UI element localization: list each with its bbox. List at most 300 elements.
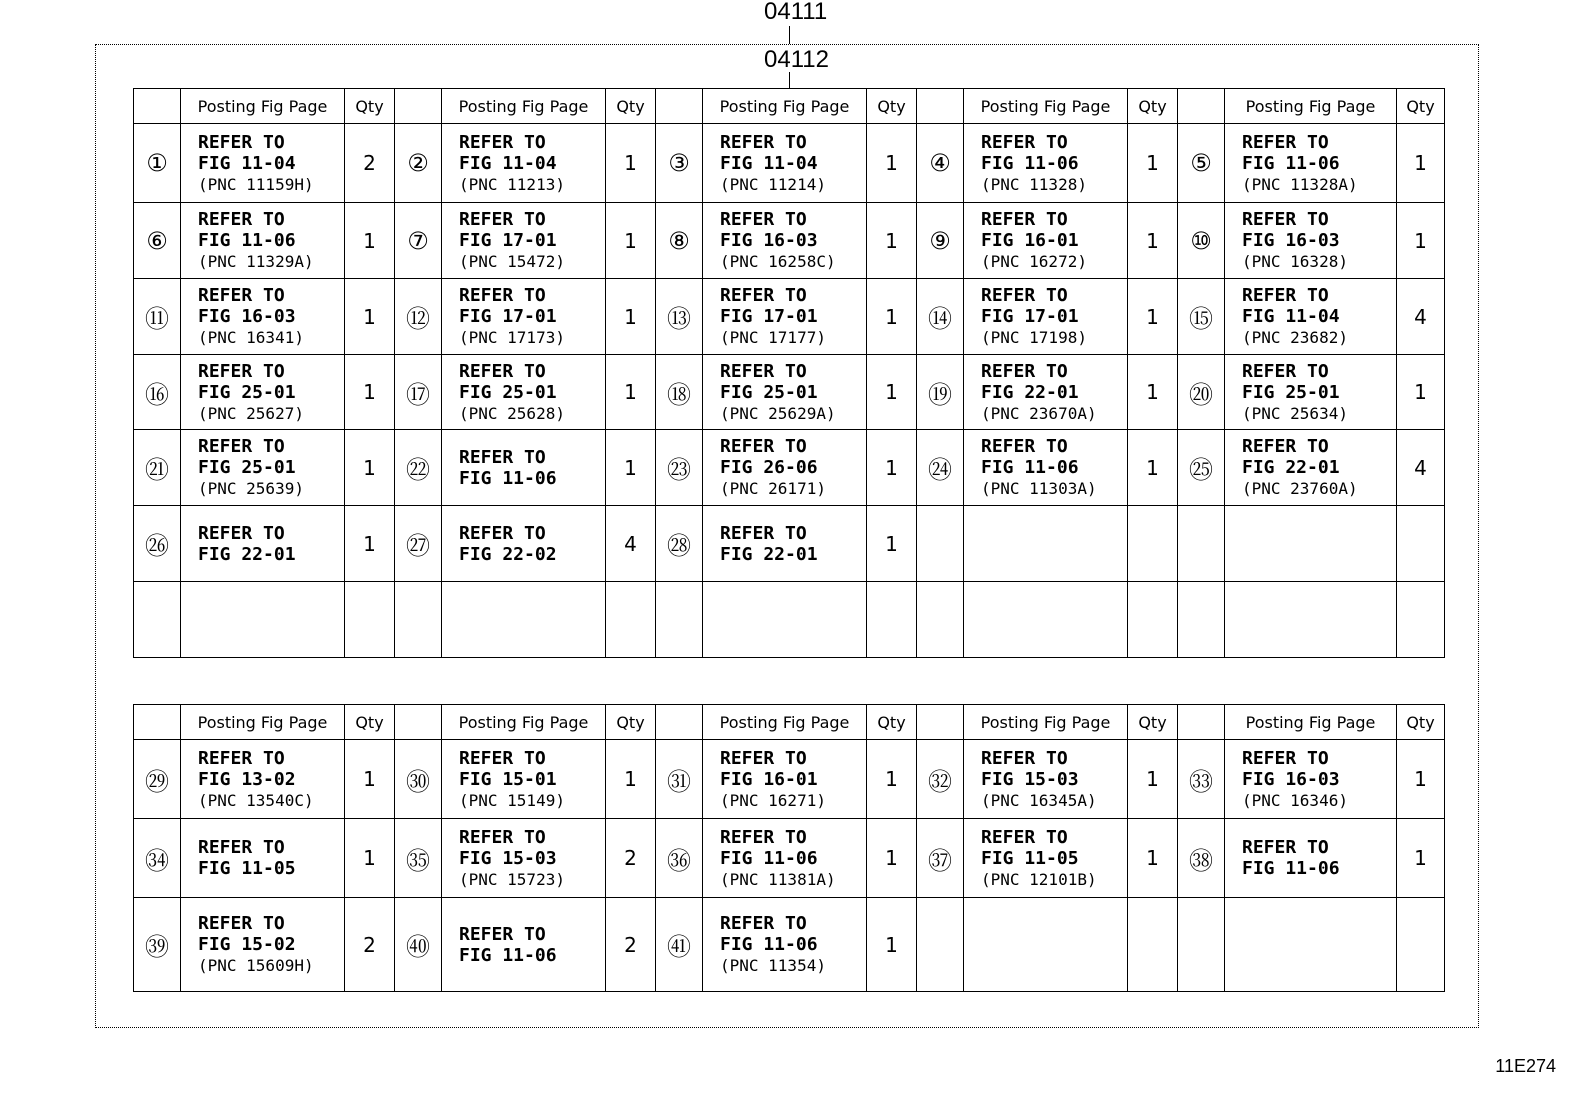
quantity: 4 [1397,279,1445,355]
posting-reference [964,506,1128,582]
item-number: ⑮ [1178,279,1225,355]
assembly-code: 04111 [764,0,828,25]
quantity [1397,582,1445,658]
refer-to-text: REFER TO [720,522,807,544]
refer-to-text: REFER TO [981,209,1068,230]
posting-reference [964,582,1128,658]
refer-to-text: REFER TO [1242,747,1329,769]
fig-reference: FIG 11-06 [720,847,818,869]
fig-reference: FIG 11-06 [981,152,1079,174]
quantity: 1 [1397,740,1445,819]
posting-reference [964,430,1128,506]
table-row [134,582,1445,658]
quantity: 1 [1397,203,1445,279]
item-number: ⑤ [1178,124,1225,203]
quantity: 1 [345,740,395,819]
header-no-cell [395,89,442,124]
posting-reference [964,898,1128,992]
header-qty: Qty [1397,89,1445,124]
posting-reference [703,582,867,658]
reference-table-2 [133,704,1445,992]
header-row [134,705,1445,740]
header-posting-fig-page: Posting Fig Page [964,705,1128,740]
item-number: ⑬ [656,279,703,355]
quantity [867,582,917,658]
pnc-reference: (PNC 25629A) [720,403,836,423]
posting-reference [703,279,867,355]
fig-reference: FIG 15-03 [981,768,1079,790]
header-posting-fig-page: Posting Fig Page [181,705,345,740]
item-number [656,582,703,658]
item-number: ㊴ [134,898,181,992]
refer-to-text: REFER TO [1242,131,1329,153]
table-row [134,124,1445,203]
refer-to-text: REFER TO [198,360,285,382]
refer-to-text: REFER TO [459,360,546,382]
fig-reference: FIG 25-01 [720,381,818,403]
refer-to-text: REFER TO [1242,837,1329,858]
header-posting-fig-page: Posting Fig Page [181,89,345,124]
pnc-reference: (PNC 16346) [1242,790,1348,810]
posting-reference [181,279,345,355]
fig-reference: FIG 11-06 [459,467,557,489]
quantity [1397,898,1445,992]
item-number: ㉓ [656,430,703,506]
posting-reference [181,582,345,658]
item-number: ⑪ [134,279,181,355]
quantity: 1 [1397,819,1445,898]
quantity: 1 [345,819,395,898]
posting-reference [703,819,867,898]
header-no-cell [656,705,703,740]
posting-reference [181,124,345,203]
posting-reference [442,355,606,430]
header-no-cell [917,89,964,124]
fig-reference: FIG 22-02 [459,543,557,565]
quantity: 1 [867,740,917,819]
refer-to-text: REFER TO [459,747,546,769]
fig-reference: FIG 22-01 [981,381,1079,403]
quantity: 1 [606,124,656,203]
pnc-reference: (PNC 11303A) [981,479,1097,498]
table-row [134,506,1445,582]
header-posting-fig-page: Posting Fig Page [1225,89,1397,124]
fig-reference: FIG 11-06 [198,230,296,251]
item-number: ③ [656,124,703,203]
fig-reference: FIG 11-06 [1242,152,1340,174]
refer-to-text: REFER TO [720,826,807,848]
item-number: ㉘ [656,506,703,582]
item-number: ㉑ [134,430,181,506]
item-number [1178,898,1225,992]
item-number: ⑫ [395,279,442,355]
pnc-reference: (PNC 15149) [459,790,565,810]
fig-reference: FIG 17-01 [459,306,557,327]
quantity [606,582,656,658]
quantity [1128,506,1178,582]
fig-reference: FIG 26-06 [720,457,818,478]
quantity: 1 [867,819,917,898]
fig-reference: FIG 25-01 [198,381,296,403]
fig-reference: FIG 15-03 [459,847,557,869]
refer-to-text: REFER TO [981,826,1068,848]
posting-reference [964,355,1128,430]
pnc-reference: (PNC 11381A) [720,869,836,889]
refer-to-text: REFER TO [198,837,285,858]
fig-reference: FIG 16-01 [720,768,818,790]
fig-reference: FIG 25-01 [1242,381,1340,403]
header-no-cell [134,705,181,740]
reference-table-1 [133,88,1445,658]
refer-to-text: REFER TO [198,209,285,230]
fig-reference: FIG 16-01 [981,230,1079,251]
refer-to-text: REFER TO [459,209,546,230]
item-number: ⑲ [917,355,964,430]
quantity: 1 [867,898,917,992]
refer-to-text: REFER TO [720,360,807,382]
pnc-reference: (PNC 15723) [459,869,565,889]
posting-reference [703,506,867,582]
pnc-reference: (PNC 16341) [198,328,304,347]
item-number: ⑯ [134,355,181,430]
posting-reference [703,203,867,279]
quantity: 2 [606,819,656,898]
posting-reference [442,279,606,355]
posting-reference [1225,819,1397,898]
quantity: 1 [606,279,656,355]
refer-to-text: REFER TO [198,436,285,457]
posting-reference [442,819,606,898]
posting-reference [1225,430,1397,506]
item-number [395,582,442,658]
header-posting-fig-page: Posting Fig Page [703,705,867,740]
refer-to-text: REFER TO [459,446,546,468]
fig-reference: FIG 11-06 [1242,858,1340,879]
fig-reference: FIG 11-05 [198,858,296,879]
assembly-leader-line [789,26,790,44]
posting-reference [964,124,1128,203]
posting-reference [703,740,867,819]
posting-reference [181,898,345,992]
item-number: ㊵ [395,898,442,992]
pnc-reference: (PNC 25627) [198,403,304,423]
posting-reference [1225,124,1397,203]
item-number: ㊱ [656,819,703,898]
quantity: 1 [867,430,917,506]
quantity: 1 [867,203,917,279]
header-qty: Qty [867,705,917,740]
quantity: 1 [1128,430,1178,506]
posting-reference [703,898,867,992]
quantity: 1 [345,355,395,430]
quantity [1128,582,1178,658]
refer-to-text: REFER TO [981,285,1068,306]
fig-reference: FIG 22-01 [198,543,296,565]
item-number: ⑳ [1178,355,1225,430]
posting-reference [703,355,867,430]
refer-to-text: REFER TO [459,923,546,945]
table-row [134,279,1445,355]
posting-reference [181,355,345,430]
quantity: 1 [345,203,395,279]
posting-reference [181,506,345,582]
header-row [134,89,1445,124]
table-row [134,740,1445,819]
item-number: ㉞ [134,819,181,898]
pnc-reference: (PNC 17177) [720,328,826,347]
header-no-cell [917,705,964,740]
item-number [917,898,964,992]
posting-reference [1225,355,1397,430]
pnc-reference: (PNC 23670A) [981,403,1097,423]
quantity: 1 [345,430,395,506]
quantity [1397,506,1445,582]
item-number: ② [395,124,442,203]
item-number: ㉚ [395,740,442,819]
item-number [1178,506,1225,582]
quantity: 2 [345,124,395,203]
pnc-reference: (PNC 12101B) [981,869,1097,889]
item-number: ⑱ [656,355,703,430]
pnc-reference: (PNC 25634) [1242,403,1348,423]
refer-to-text: REFER TO [720,285,807,306]
fig-reference: FIG 11-06 [720,934,818,955]
fig-reference: FIG 11-04 [720,152,818,174]
refer-to-text: REFER TO [720,131,807,153]
refer-to-text: REFER TO [459,285,546,306]
posting-reference [964,740,1128,819]
posting-reference [1225,279,1397,355]
item-number: ① [134,124,181,203]
refer-to-text: REFER TO [459,522,546,544]
refer-to-text: REFER TO [720,747,807,769]
refer-to-text: REFER TO [198,747,285,769]
item-number: ㉜ [917,740,964,819]
quantity: 1 [1128,279,1178,355]
fig-reference: FIG 16-03 [1242,768,1340,790]
refer-to-text: REFER TO [1242,436,1329,457]
posting-reference [442,203,606,279]
item-number: ⑦ [395,203,442,279]
posting-reference [442,430,606,506]
refer-to-text: REFER TO [981,747,1068,769]
fig-reference: FIG 16-03 [720,230,818,251]
quantity: 1 [867,355,917,430]
table-row [134,819,1445,898]
posting-reference [1225,740,1397,819]
pnc-reference: (PNC 16271) [720,790,826,810]
header-qty: Qty [345,705,395,740]
posting-reference [964,203,1128,279]
header-qty: Qty [345,89,395,124]
fig-reference: FIG 16-03 [1242,230,1340,251]
item-number: ⑰ [395,355,442,430]
fig-reference: FIG 16-03 [198,306,296,327]
refer-to-text: REFER TO [981,360,1068,382]
item-number: ㉝ [1178,740,1225,819]
quantity [1128,898,1178,992]
refer-to-text: REFER TO [720,436,807,457]
pnc-reference: (PNC 11354) [720,956,826,975]
item-number: ㊶ [656,898,703,992]
header-posting-fig-page: Posting Fig Page [442,705,606,740]
header-no-cell [1178,705,1225,740]
table-row [134,898,1445,992]
refer-to-text: REFER TO [981,436,1068,457]
posting-reference [181,819,345,898]
fig-reference: FIG 25-01 [198,457,296,478]
header-qty: Qty [606,89,656,124]
table-row [134,203,1445,279]
item-number: ⑧ [656,203,703,279]
header-qty: Qty [1128,89,1178,124]
refer-to-text: REFER TO [459,826,546,848]
posting-reference [181,740,345,819]
item-number: ㉒ [395,430,442,506]
pnc-reference: (PNC 25639) [198,479,304,498]
fig-reference: FIG 22-01 [720,543,818,565]
posting-reference [1225,898,1397,992]
fig-reference: FIG 17-01 [459,230,557,251]
header-posting-fig-page: Posting Fig Page [964,89,1128,124]
quantity: 1 [867,506,917,582]
posting-reference [703,430,867,506]
refer-to-text: REFER TO [198,913,285,934]
table-row [134,430,1445,506]
item-number [917,582,964,658]
pnc-reference: (PNC 11329A) [198,252,314,271]
quantity: 1 [867,279,917,355]
fig-reference: FIG 17-01 [981,306,1079,327]
pnc-reference: (PNC 11159H) [198,174,314,194]
quantity: 4 [1397,430,1445,506]
item-number: ⑩ [1178,203,1225,279]
refer-to-text: REFER TO [198,522,285,544]
header-no-cell [656,89,703,124]
refer-to-text: REFER TO [1242,209,1329,230]
refer-to-text: REFER TO [981,131,1068,153]
pnc-reference: (PNC 16328) [1242,252,1348,271]
posting-reference [181,430,345,506]
pnc-reference: (PNC 11213) [459,174,565,194]
item-number [134,582,181,658]
refer-to-text: REFER TO [198,131,285,153]
pnc-reference: (PNC 13540C) [198,790,314,810]
quantity: 4 [606,506,656,582]
fig-reference: FIG 13-02 [198,768,296,790]
fig-reference: FIG 15-02 [198,934,296,955]
quantity: 1 [345,506,395,582]
quantity: 1 [1128,819,1178,898]
pnc-reference: (PNC 25628) [459,403,565,423]
header-qty: Qty [1128,705,1178,740]
header-no-cell [1178,89,1225,124]
quantity: 1 [1397,355,1445,430]
header-posting-fig-page: Posting Fig Page [1225,705,1397,740]
quantity: 1 [1128,124,1178,203]
fig-reference: FIG 22-01 [1242,457,1340,478]
pnc-reference: (PNC 11214) [720,174,826,194]
header-posting-fig-page: Posting Fig Page [703,89,867,124]
header-no-cell [134,89,181,124]
quantity: 1 [606,203,656,279]
fig-reference: FIG 11-06 [459,944,557,966]
header-posting-fig-page: Posting Fig Page [442,89,606,124]
refer-to-text: REFER TO [1242,285,1329,306]
posting-reference [1225,203,1397,279]
posting-reference [442,740,606,819]
posting-reference [181,203,345,279]
pnc-reference: (PNC 15472) [459,252,565,271]
pnc-reference: (PNC 15609H) [198,956,314,975]
item-number: ㉟ [395,819,442,898]
refer-to-text: REFER TO [720,209,807,230]
item-number: ㊲ [917,819,964,898]
refer-to-text: REFER TO [1242,360,1329,382]
fig-reference: FIG 17-01 [720,306,818,327]
quantity: 1 [606,740,656,819]
fig-reference: FIG 15-01 [459,768,557,790]
fig-reference: FIG 11-06 [981,457,1079,478]
pnc-reference: (PNC 11328) [981,174,1087,194]
header-qty: Qty [1397,705,1445,740]
refer-to-text: REFER TO [720,913,807,934]
quantity: 1 [345,279,395,355]
quantity: 2 [606,898,656,992]
item-number: ㉛ [656,740,703,819]
posting-reference [1225,506,1397,582]
item-number: ⑨ [917,203,964,279]
quantity: 1 [1128,740,1178,819]
item-number: ㉗ [395,506,442,582]
refer-to-text: REFER TO [198,285,285,306]
pnc-reference: (PNC 16272) [981,252,1087,271]
pnc-reference: (PNC 11328A) [1242,174,1358,194]
pnc-reference: (PNC 17173) [459,328,565,347]
pnc-reference: (PNC 23682) [1242,328,1348,347]
quantity: 1 [606,355,656,430]
posting-reference [442,582,606,658]
pnc-reference: (PNC 16345A) [981,790,1097,810]
sub-assembly-code: 04112 [764,46,829,73]
item-number: ④ [917,124,964,203]
pnc-reference: (PNC 26171) [720,479,826,498]
item-number: ㉔ [917,430,964,506]
fig-reference: FIG 11-05 [981,847,1079,869]
posting-reference [442,898,606,992]
posting-reference [703,124,867,203]
fig-reference: FIG 11-04 [198,152,296,174]
quantity: 1 [1128,355,1178,430]
quantity: 1 [1397,124,1445,203]
refer-to-text: REFER TO [459,131,546,153]
pnc-reference: (PNC 17198) [981,328,1087,347]
table-row [134,355,1445,430]
illustration-id: 11E274 [1495,1056,1556,1076]
quantity: 1 [606,430,656,506]
posting-reference [442,506,606,582]
item-number [917,506,964,582]
header-qty: Qty [867,89,917,124]
posting-reference [964,279,1128,355]
posting-reference [1225,582,1397,658]
quantity: 1 [1128,203,1178,279]
fig-reference: FIG 11-04 [1242,306,1340,327]
posting-reference [442,124,606,203]
item-number: ⑭ [917,279,964,355]
item-number [1178,582,1225,658]
pnc-reference: (PNC 16258C) [720,252,836,271]
